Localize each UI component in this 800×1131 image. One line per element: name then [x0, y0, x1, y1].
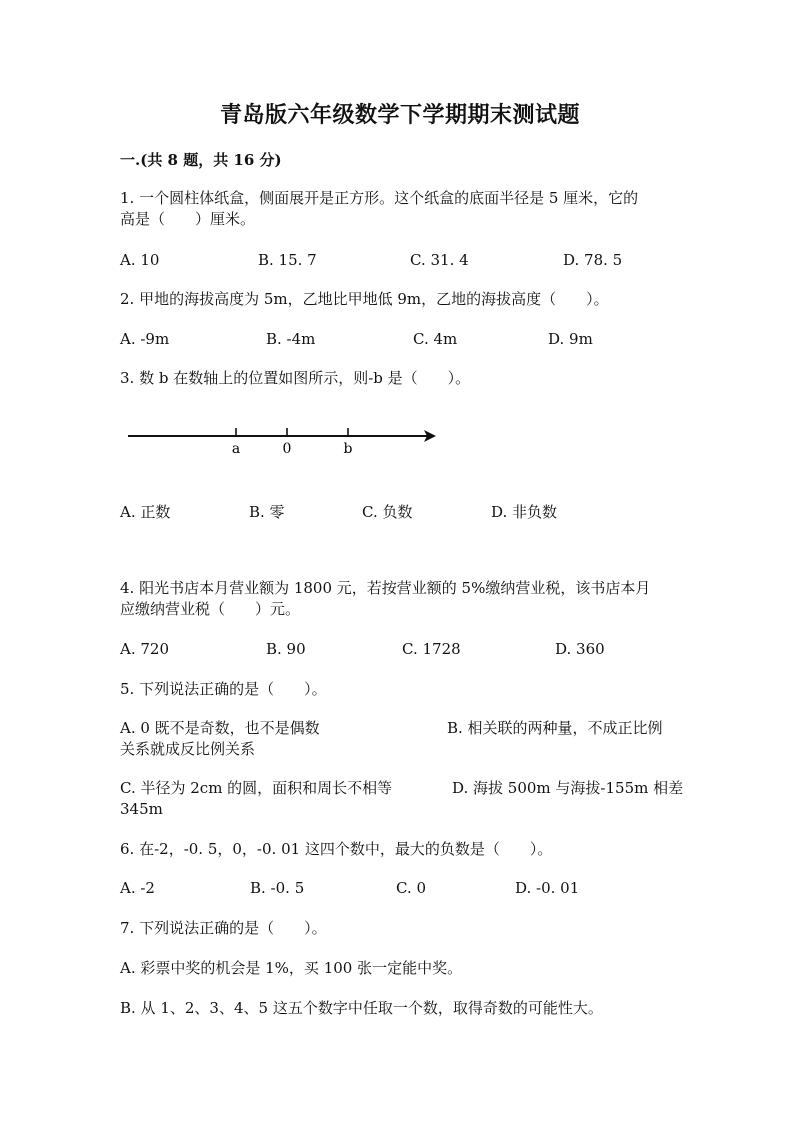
question-1-text-cont: 高是（ ）厘米。: [120, 210, 256, 228]
question-5-option-c: C. 半径为 2cm 的圆，面积和周长不相等: [120, 779, 393, 797]
question-2-option-d: D. 9m: [548, 330, 593, 348]
question-6-option-d: D. -0. 01: [515, 879, 580, 897]
question-7-option-a: A. 彩票中奖的机会是 1%，买 100 张一定能中奖。: [120, 959, 463, 977]
question-7-option-b: B. 从 1、2、3、4、5 这五个数字中任取一个数，取得奇数的可能性大。: [120, 999, 603, 1017]
question-3-option-a: A. 正数: [120, 503, 171, 521]
question-5-text: 5. 下列说法正确的是（ ）。: [120, 680, 327, 698]
question-5-option-d: D. 海拔 500m 与海拔-155m 相差: [452, 779, 684, 797]
question-6-option-b: B. -0. 5: [250, 879, 305, 897]
question-2-option-c: C. 4m: [413, 330, 458, 348]
number-line-figure: [120, 418, 450, 468]
tick-label-a: a: [231, 441, 241, 457]
question-4-text: 4. 阳光书店本月营业额为 1800 元，若按营业额的 5%缴纳营业税，该书店本月: [120, 579, 651, 597]
question-2-text: 2. 甲地的海拔高度为 5m，乙地比甲地低 9m，乙地的海拔高度（ ）。: [120, 290, 609, 308]
question-4-option-d: D. 360: [555, 640, 605, 658]
question-3-option-d: D. 非负数: [491, 503, 558, 521]
question-7-text: 7. 下列说法正确的是（ ）。: [120, 919, 327, 937]
question-3-text: 3. 数 b 在数轴上的位置如图所示，则-b 是（ ）。: [120, 369, 471, 387]
question-5-option-b-cont: 关系就成反比例关系: [120, 740, 256, 758]
question-4-option-a: A. 720: [120, 640, 169, 658]
question-6-option-a: A. -2: [120, 879, 155, 897]
question-2-option-a: A. -9m: [120, 330, 170, 348]
question-4-option-c: C. 1728: [402, 640, 461, 658]
question-1-text: 1. 一个圆柱体纸盒，侧面展开是正方形。这个纸盒的底面半径是 5 厘米，它的: [120, 189, 639, 207]
tick-label-b: b: [343, 441, 353, 457]
section-heading: 一.(共 8 题，共 16 分): [120, 151, 282, 169]
question-4-option-b: B. 90: [266, 640, 306, 658]
question-1-option-a: A. 10: [120, 251, 160, 269]
question-2-option-b: B. -4m: [266, 330, 316, 348]
question-6-text: 6. 在-2，-0. 5，0，-0. 01 这四个数中，最大的负数是（ ）。: [120, 840, 553, 858]
question-5-option-b: B. 相关联的两种量，不成正比例: [447, 719, 663, 737]
question-3-option-c: C. 负数: [362, 503, 413, 521]
question-3-option-b: B. 零: [249, 503, 285, 521]
question-6-option-c: C. 0: [396, 879, 427, 897]
question-4-text-cont: 应缴纳营业税（ ）元。: [120, 600, 301, 618]
tick-label-zero: 0: [282, 441, 292, 457]
question-1-option-c: C. 31. 4: [410, 251, 469, 269]
question-1-option-d: D. 78. 5: [563, 251, 623, 269]
question-5-option-d-cont: 345m: [120, 800, 163, 818]
question-5-option-a: A. 0 既不是奇数，也不是偶数: [120, 719, 320, 737]
question-1-option-b: B. 15. 7: [258, 251, 317, 269]
page-title: 青岛版六年级数学下学期期末测试题: [219, 102, 580, 128]
number-line-svg: [120, 418, 450, 468]
